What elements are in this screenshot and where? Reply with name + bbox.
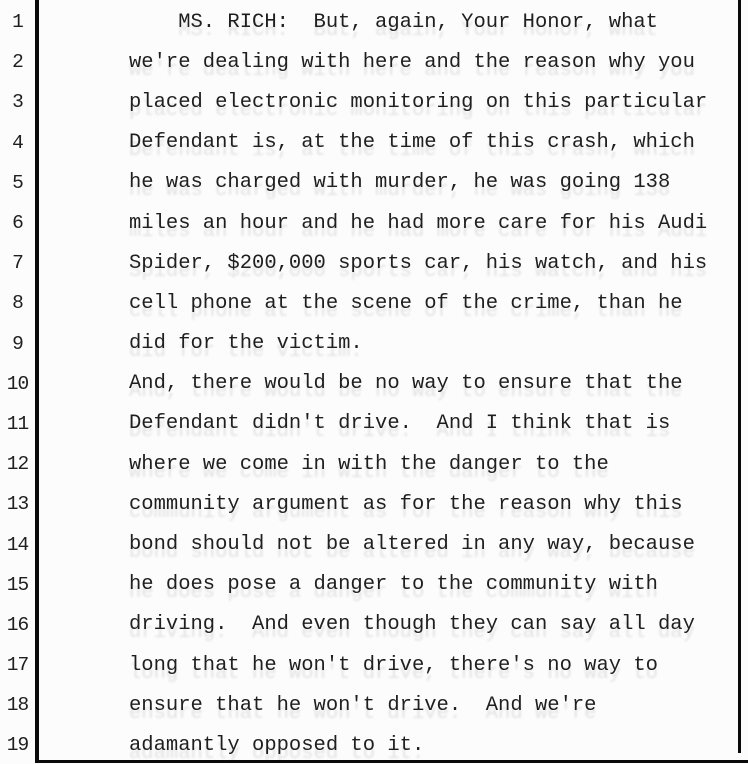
transcript-line (0, 565, 748, 605)
line-number-divider-rule (35, 0, 39, 762)
line-number: 7 (12, 252, 23, 275)
line-number: 16 (6, 613, 29, 636)
line-text: he does pose a danger to the community with (129, 573, 658, 597)
line-text: community argument as for the reason why this (129, 492, 683, 516)
transcript-line (0, 283, 748, 323)
line-number: 15 (6, 573, 29, 596)
line-text: And, there would be no way to ensure that the (129, 372, 683, 396)
line-text: adamantly opposed to it. (129, 733, 425, 757)
line-text: driving. And even though they can say all day (129, 613, 695, 637)
transcript-line (0, 605, 748, 645)
line-text: bond should not be altered in any way, because (129, 533, 695, 557)
page-bottom-rule (35, 760, 748, 763)
line-number: 9 (12, 332, 23, 355)
transcript-line (0, 645, 748, 685)
transcript-line (0, 524, 748, 564)
transcript-line (0, 82, 748, 122)
line-number: 11 (6, 412, 29, 435)
transcript-line (0, 685, 748, 725)
line-number: 13 (6, 493, 29, 516)
transcript-line (0, 2, 748, 42)
line-text: where we come in with the danger to the (129, 452, 609, 476)
line-text: placed electronic monitoring on this particular (129, 90, 708, 114)
line-number: 1 (12, 11, 23, 34)
transcript-line (0, 364, 748, 404)
line-number: 14 (6, 533, 29, 556)
transcript-line (0, 444, 748, 484)
line-text: cell phone at the scene of the crime, than he (129, 291, 683, 315)
transcript-line (0, 123, 748, 163)
line-number: 3 (12, 91, 23, 114)
transcript-line (0, 163, 748, 203)
line-number: 6 (12, 212, 23, 235)
line-text: Defendant is, at the time of this crash, which (129, 131, 695, 155)
line-number: 10 (6, 372, 29, 395)
line-text: we're dealing with here and the reason why you (129, 50, 695, 74)
transcript-line (0, 203, 748, 243)
line-text: miles an hour and he had more care for his Audi (129, 211, 708, 235)
line-text: Defendant didn't drive. And I think that is (129, 412, 671, 436)
line-text: he was charged with murder, he was going 138 (129, 171, 671, 195)
transcript-line (0, 725, 748, 764)
transcript-line (0, 404, 748, 444)
line-number: 19 (6, 734, 29, 757)
line-number: 18 (6, 694, 29, 717)
line-text: ensure that he won't drive. And we're (129, 693, 597, 717)
line-number: 4 (12, 131, 23, 154)
line-number: 2 (12, 51, 23, 74)
line-text: Spider, $200,000 sports car, his watch, and his (129, 251, 708, 275)
transcript-line (0, 324, 748, 364)
line-number: 12 (6, 453, 29, 476)
line-text: did for the victim. (129, 332, 363, 356)
transcript-line (0, 243, 748, 283)
line-number: 8 (12, 292, 23, 315)
line-text: MS. RICH: But, again, Your Honor, what (129, 10, 658, 34)
transcript-line (0, 484, 748, 524)
line-text: long that he won't drive, there's no way to (129, 653, 658, 677)
right-margin-rule (738, 0, 741, 753)
line-number: 17 (6, 654, 29, 677)
line-number: 5 (12, 171, 23, 194)
transcript-line (0, 42, 748, 82)
